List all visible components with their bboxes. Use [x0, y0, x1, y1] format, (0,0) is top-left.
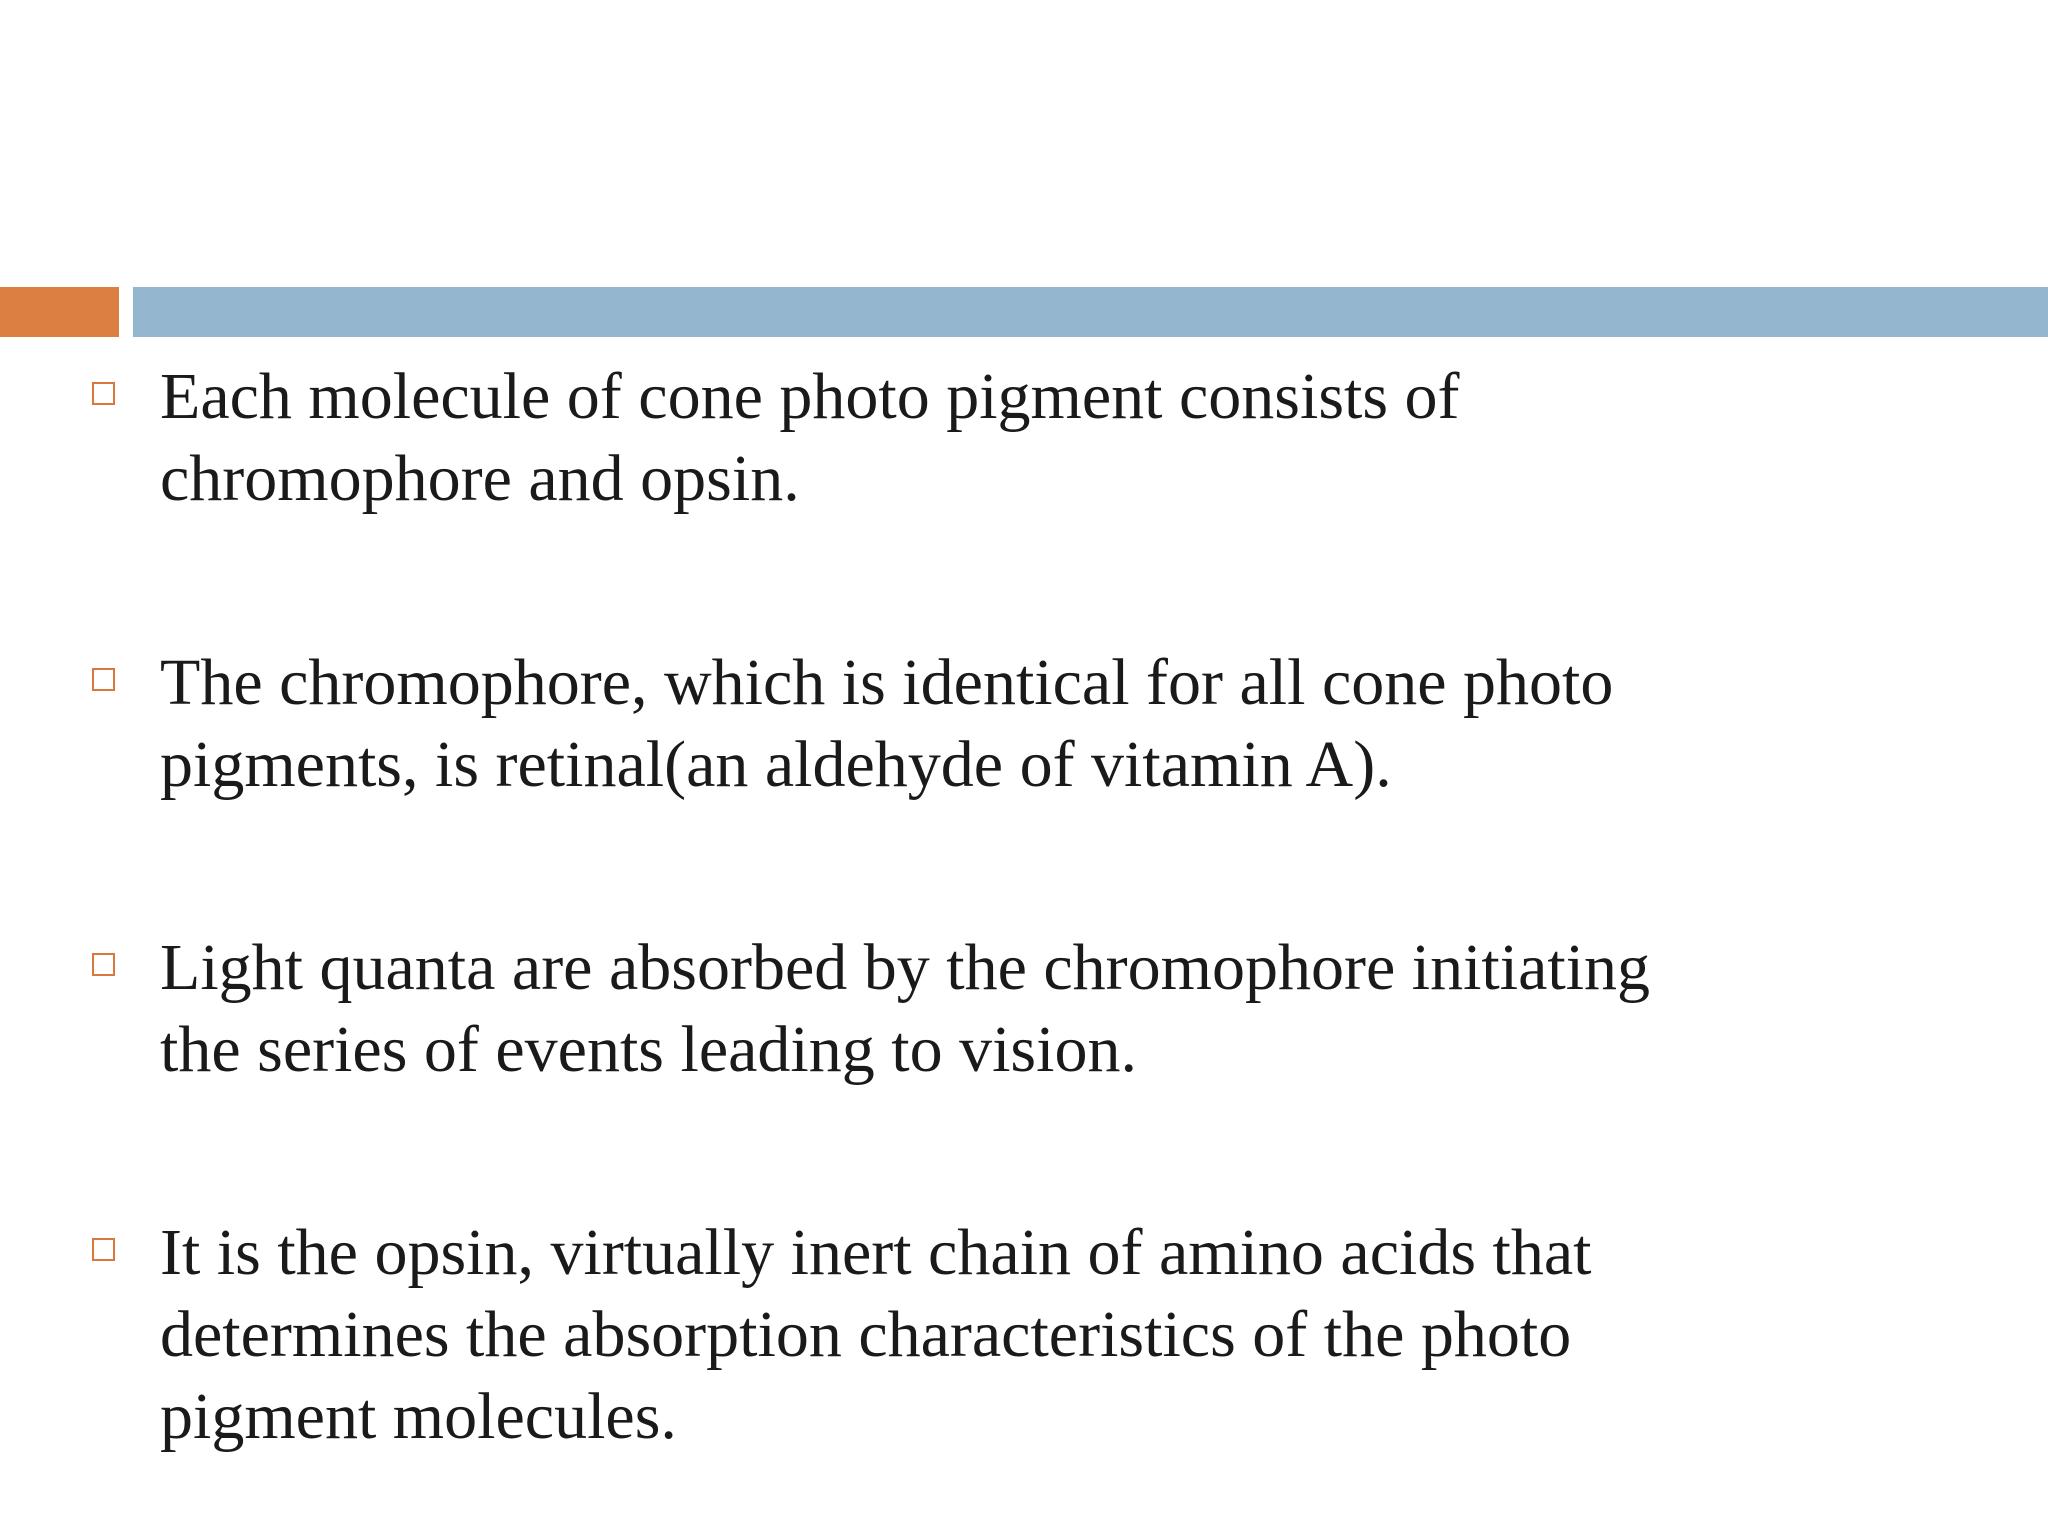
- square-bullet-icon: [92, 668, 115, 691]
- square-bullet-icon: [92, 382, 115, 405]
- bullet-text: Each molecule of cone photo pigment consists of chromophore and opsin.: [160, 360, 1460, 515]
- bullet-text: Light quanta are absorbed by the chromophore initiating the series of events leading to vision.: [160, 931, 1651, 1086]
- bullet-text: The chromophore, which is identical for all cone photo pigments, is retinal(an aldehyde of vitamin A).: [160, 646, 1614, 801]
- square-bullet-icon: [92, 953, 115, 976]
- bullet-text: It is the opsin, virtually inert chain of amino acids that determines the absorption characteristics of the photo pigment molecules.: [160, 1216, 1592, 1453]
- square-bullet-icon: [92, 1238, 115, 1261]
